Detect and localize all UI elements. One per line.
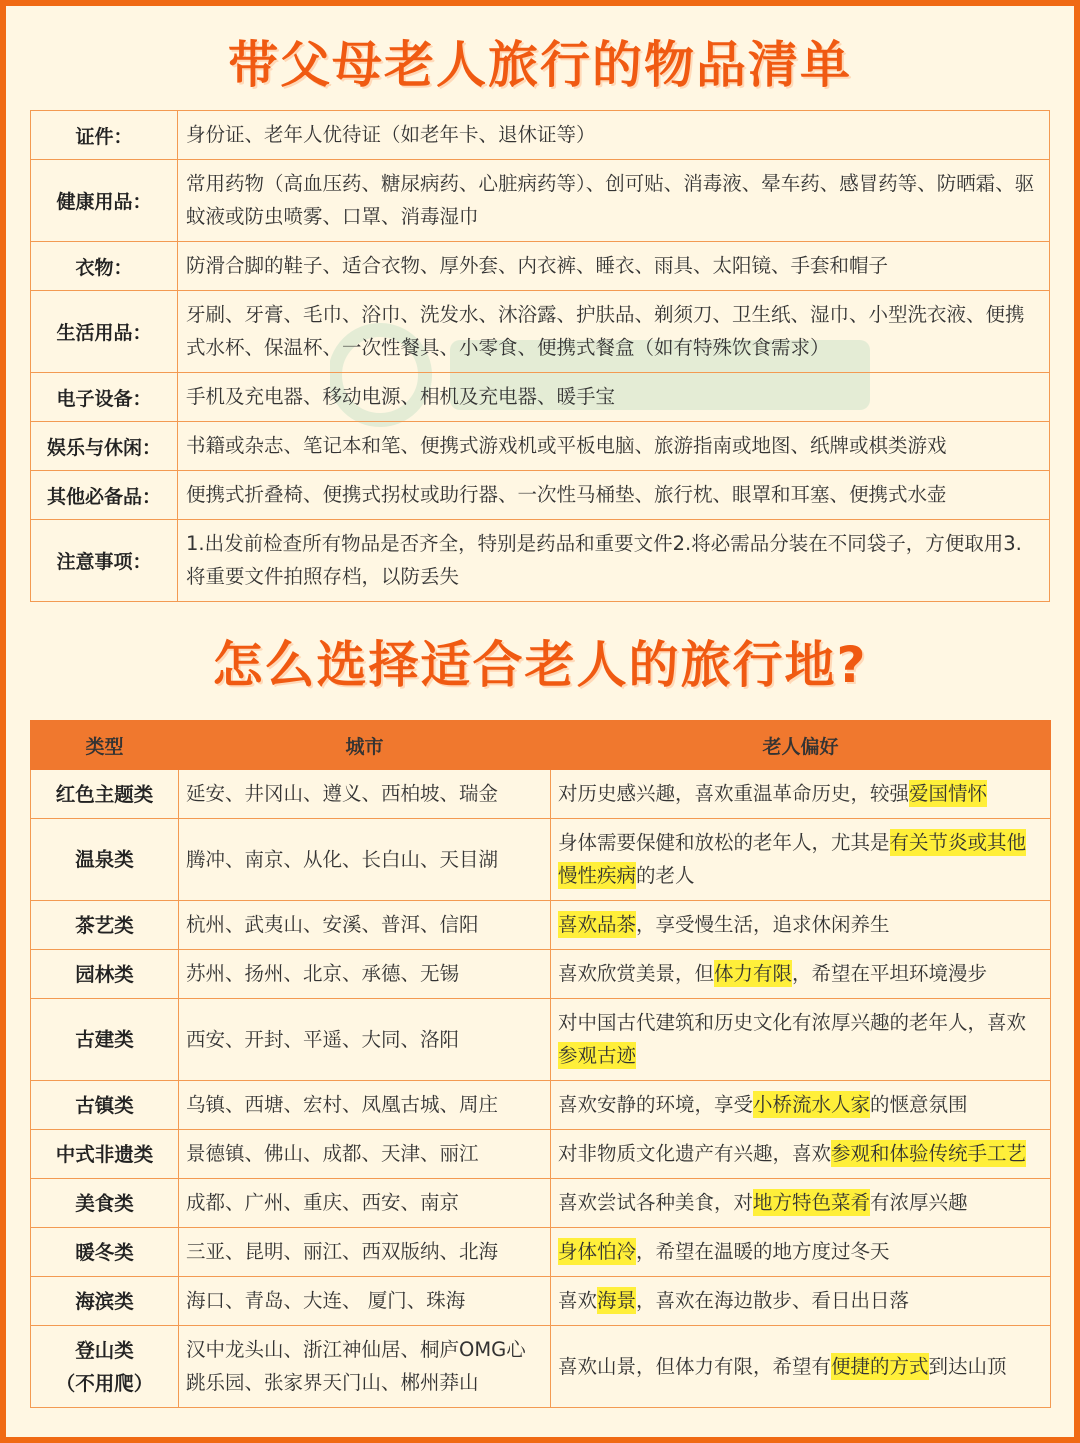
destination-cities: 成都、广州、重庆、西安、南京	[179, 1179, 551, 1228]
preference-text: ，希望在平坦环境漫步	[792, 962, 988, 985]
destination-cities: 杭州、武夷山、安溪、普洱、信阳	[179, 901, 551, 950]
checklist-row	[31, 291, 1050, 373]
destination-type	[31, 770, 179, 819]
destination-row	[31, 999, 1051, 1081]
checklist-row	[31, 422, 1050, 471]
checklist-value: 身份证、老年人优待证（如老年卡、退休证等）	[178, 111, 1050, 160]
preference-text: 有浓厚兴趣	[870, 1191, 968, 1214]
preference-highlight: 爱国情怀	[909, 782, 988, 805]
checklist-key: 其他必备品：	[31, 471, 178, 520]
destination-row	[31, 1179, 1051, 1228]
type-label: 古建类	[75, 1028, 134, 1051]
destination-type	[31, 819, 179, 901]
header-type: 类型	[31, 721, 179, 770]
checklist-row	[31, 242, 1050, 291]
destination-cities: 汉中龙头山、浙江神仙居、桐庐OMG心跳乐园、张家界天门山、郴州莽山	[179, 1326, 551, 1408]
checklist-row	[31, 373, 1050, 422]
checklist-key: 电子设备：	[31, 373, 178, 422]
type-label: 红色主题类	[55, 782, 154, 806]
destination-preference	[551, 1326, 1051, 1408]
destination-row	[31, 950, 1051, 999]
preference-highlight: 喜欢品茶	[558, 913, 637, 936]
preference-text: ，享受慢生活，追求休闲养生	[636, 913, 890, 936]
preference-highlight: 地方特色菜肴	[753, 1191, 871, 1214]
preference-text: 喜欢尝试各种美食，对	[558, 1191, 754, 1214]
destination-cities: 苏州、扬州、北京、承德、无锡	[179, 950, 551, 999]
destination-row	[31, 770, 1051, 819]
preference-text: 的老人	[636, 864, 695, 887]
destination-preference	[551, 1277, 1051, 1326]
preference-highlight: 海景	[597, 1289, 637, 1312]
destination-header-row	[31, 721, 1051, 770]
type-label: 海滨类	[75, 1289, 134, 1313]
type-label: 美食类	[75, 1191, 134, 1215]
destination-type	[31, 999, 179, 1081]
preference-text: 喜欢欣赏美景，但	[558, 962, 715, 985]
checklist-row	[31, 111, 1050, 160]
destination-preference	[551, 901, 1051, 950]
checklist-key: 娱乐与休闲：	[31, 422, 178, 471]
preference-highlight: 身体怕冷	[558, 1240, 637, 1263]
checklist-key: 证件：	[31, 111, 178, 160]
destination-preference	[551, 1130, 1051, 1179]
preference-highlight: 体力有限	[714, 962, 793, 985]
destination-title: 怎么选择适合老人的旅行地?	[212, 636, 868, 694]
preference-text: 喜欢安静的环境，享受	[558, 1093, 754, 1116]
destination-type	[31, 1081, 179, 1130]
header-preference: 老人偏好	[551, 721, 1051, 770]
destination-row	[31, 901, 1051, 950]
type-label: 园林类	[75, 962, 134, 986]
checklist-key: 衣物：	[31, 242, 178, 291]
preference-text: 对非物质文化遗产有兴趣，喜欢	[558, 1142, 832, 1165]
checklist-value: 便携式折叠椅、便携式拐杖或助行器、一次性马桶垫、旅行枕、眼罩和耳塞、便携式水壶	[178, 471, 1050, 520]
destination-cities: 海口、青岛、大连、 厦门、珠海	[179, 1277, 551, 1326]
destination-preference	[551, 819, 1051, 901]
destination-cities: 腾冲、南京、从化、长白山、天目湖	[179, 819, 551, 901]
preference-highlight: 小桥流水人家	[753, 1093, 871, 1116]
destination-type	[31, 1179, 179, 1228]
preference-text: 对中国古代建筑和历史文化有浓厚兴趣的老年人，喜欢	[558, 1011, 1027, 1034]
destination-cities: 景德镇、佛山、成都、天津、丽江	[179, 1130, 551, 1179]
type-note: （不用爬）	[55, 1371, 154, 1395]
type-label: 登山类	[75, 1338, 134, 1362]
header-city: 城市	[179, 721, 551, 770]
checklist-title: 带父母老人旅行的物品清单	[228, 36, 852, 94]
destination-type	[31, 1277, 179, 1326]
preference-text: 到达山顶	[928, 1354, 1007, 1378]
preference-highlight: 便捷的方式	[831, 1354, 929, 1378]
destination-row	[31, 1130, 1051, 1179]
destination-cities: 乌镇、西塘、宏村、凤凰古城、周庄	[179, 1081, 551, 1130]
destination-cities: 延安、井冈山、遵义、西柏坡、瑞金	[179, 770, 551, 819]
checklist-key: 生活用品：	[31, 291, 178, 373]
destination-cities: 西安、开封、平遥、大同、洛阳	[179, 999, 551, 1081]
checklist-value: 常用药物（高血压药、糖尿病药、心脏病药等）、创可贴、消毒液、晕车药、感冒药等、防晒霜、驱蚊液或防虫喷雾、口罩、消毒湿巾	[178, 160, 1050, 242]
destination-preference	[551, 1228, 1051, 1277]
preference-text: 喜欢	[558, 1289, 598, 1312]
preference-highlight: 参观古迹	[558, 1044, 637, 1067]
type-label: 暖冬类	[75, 1240, 134, 1264]
destination-row	[31, 1326, 1051, 1408]
checklist-key: 注意事项：	[31, 520, 178, 602]
checklist-value: 牙刷、牙膏、毛巾、浴巾、洗发水、沐浴露、护肤品、剃须刀、卫生纸、湿巾、小型洗衣液、便携式水杯、保温杯、一次性餐具、小零食、便携式餐盒（如有特殊饮食需求）	[178, 291, 1050, 373]
destination-type	[31, 1228, 179, 1277]
checklist-row	[31, 471, 1050, 520]
destination-preference	[551, 770, 1051, 819]
destination-preference	[551, 950, 1051, 999]
preference-text: ，希望在温暖的地方度过冬天	[636, 1240, 890, 1263]
checklist-key: 健康用品：	[31, 160, 178, 242]
destination-row	[31, 1081, 1051, 1130]
type-label: 中式非遗类	[55, 1142, 154, 1166]
checklist-value: 书籍或杂志、笔记本和笔、便携式游戏机或平板电脑、旅游指南或地图、纸牌或棋类游戏	[178, 422, 1050, 471]
type-label: 温泉类	[75, 848, 134, 871]
checklist-value: 1.出发前检查所有物品是否齐全，特别是药品和重要文件2.将必需品分装在不同袋子，方便取用3.将重要文件拍照存档，以防丢失	[178, 520, 1050, 602]
destination-row	[31, 1277, 1051, 1326]
destination-type	[31, 901, 179, 950]
destination-row	[31, 819, 1051, 901]
destination-cities: 三亚、昆明、丽江、西双版纳、北海	[179, 1228, 551, 1277]
destination-row	[31, 1228, 1051, 1277]
preference-text: 的惬意氛围	[870, 1093, 968, 1116]
checklist-value: 手机及充电器、移动电源、相机及充电器、暖手宝	[178, 373, 1050, 422]
preference-text: 对历史感兴趣，喜欢重温革命历史，较强	[558, 782, 910, 805]
destination-table	[30, 720, 1051, 1408]
checklist-row	[31, 160, 1050, 242]
type-label: 茶艺类	[75, 913, 134, 937]
checklist-value: 防滑合脚的鞋子、适合衣物、厚外套、内衣裤、睡衣、雨具、太阳镜、手套和帽子	[178, 242, 1050, 291]
destination-type	[31, 950, 179, 999]
destination-preference	[551, 1179, 1051, 1228]
preference-text: ，喜欢在海边散步、看日出日落	[636, 1289, 910, 1312]
checklist-row	[31, 520, 1050, 602]
preference-text: 身体需要保健和放松的老年人，尤其是	[558, 831, 890, 854]
checklist-table	[30, 110, 1050, 602]
preference-highlight: 有关节炎或其他慢性疾病	[558, 831, 1027, 887]
preference-highlight: 参观和体验传统手工艺	[831, 1142, 1027, 1165]
destination-preference	[551, 1081, 1051, 1130]
destination-type	[31, 1130, 179, 1179]
destination-preference	[551, 999, 1051, 1081]
preference-text: 喜欢山景，但体力有限，希望有	[558, 1354, 832, 1378]
destination-type	[31, 1326, 179, 1408]
type-label: 古镇类	[75, 1093, 134, 1117]
